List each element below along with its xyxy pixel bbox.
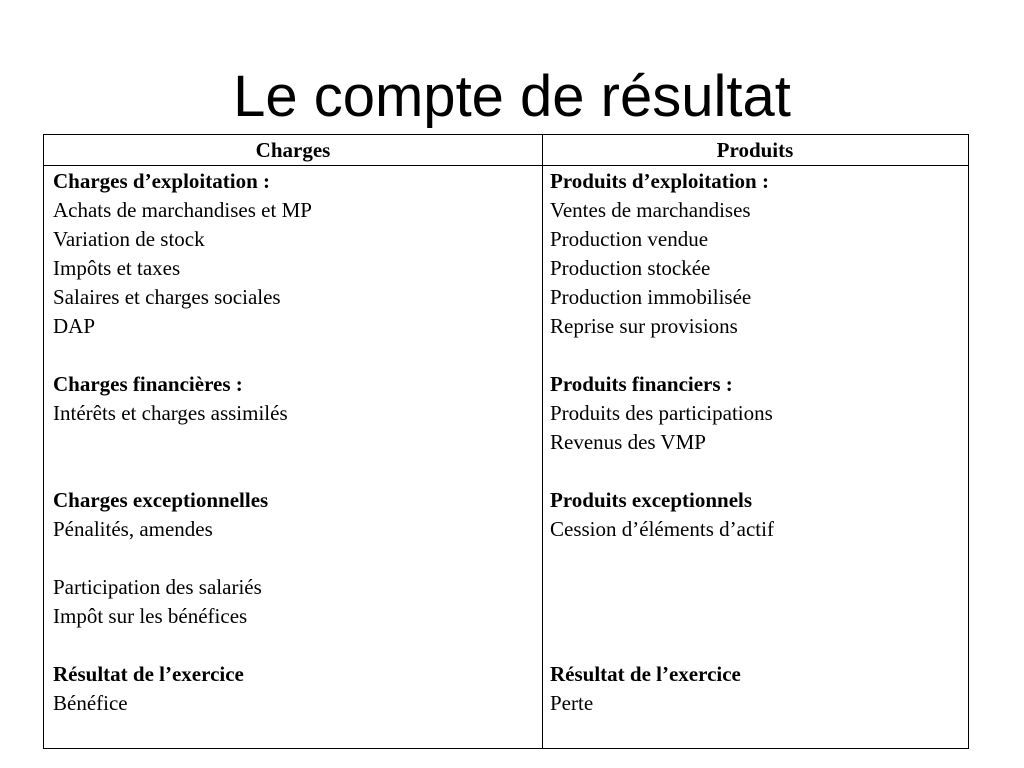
spacer <box>550 544 960 573</box>
list-item: Production vendue <box>550 227 709 251</box>
charges-resultat-heading: Résultat de l’exercice <box>53 662 244 686</box>
spacer <box>53 428 533 457</box>
spacer <box>53 341 533 370</box>
list-item: Impôt sur les bénéfices <box>53 604 248 628</box>
list-item: Participation des salariés <box>53 575 262 599</box>
produits-column <box>550 167 960 718</box>
list-item: Production immobilisée <box>550 285 752 309</box>
income-statement-table <box>43 134 969 749</box>
spacer <box>550 602 960 631</box>
list-item: Produits des participations <box>550 401 773 425</box>
list-item: Bénéfice <box>53 691 128 715</box>
produits-resultat-heading: Résultat de l’exercice <box>550 662 741 686</box>
list-item: Achats de marchandises et MP <box>53 198 312 222</box>
spacer <box>53 631 533 660</box>
produits-exceptionnels-heading: Produits exceptionnels <box>550 488 753 512</box>
charges-exceptionnelles-heading: Charges exceptionnelles <box>53 488 269 512</box>
list-item: Intérêts et charges assimilés <box>53 401 288 425</box>
spacer <box>53 544 533 573</box>
list-item: Variation de stock <box>53 227 205 251</box>
list-item: Salaires et charges sociales <box>53 285 281 309</box>
spacer <box>550 631 960 660</box>
list-item: Perte <box>550 691 594 715</box>
spacer <box>53 457 533 486</box>
charges-column <box>53 167 533 718</box>
spacer <box>550 457 960 486</box>
produits-exploitation-heading: Produits d’exploitation : <box>550 169 769 193</box>
table-header-row <box>44 135 968 166</box>
header-produits: Produits <box>716 138 794 162</box>
charges-exploitation-heading: Charges d’exploitation : <box>53 169 270 193</box>
list-item: Production stockée <box>550 256 711 280</box>
list-item: Impôts et taxes <box>53 256 181 280</box>
list-item: Revenus des VMP <box>550 430 706 454</box>
page-title: Le compte de résultat <box>233 64 791 129</box>
list-item: Reprise sur provisions <box>550 314 738 338</box>
column-divider <box>542 135 543 748</box>
spacer <box>550 573 960 602</box>
spacer <box>550 341 960 370</box>
produits-financiers-heading: Produits financiers : <box>550 372 733 396</box>
list-item: Ventes de marchandises <box>550 198 751 222</box>
charges-financieres-heading: Charges financières : <box>53 372 243 396</box>
list-item: Cession d’éléments d’actif <box>550 517 774 541</box>
list-item: DAP <box>53 314 96 338</box>
header-charges: Charges <box>255 138 331 162</box>
list-item: Pénalités, amendes <box>53 517 213 541</box>
